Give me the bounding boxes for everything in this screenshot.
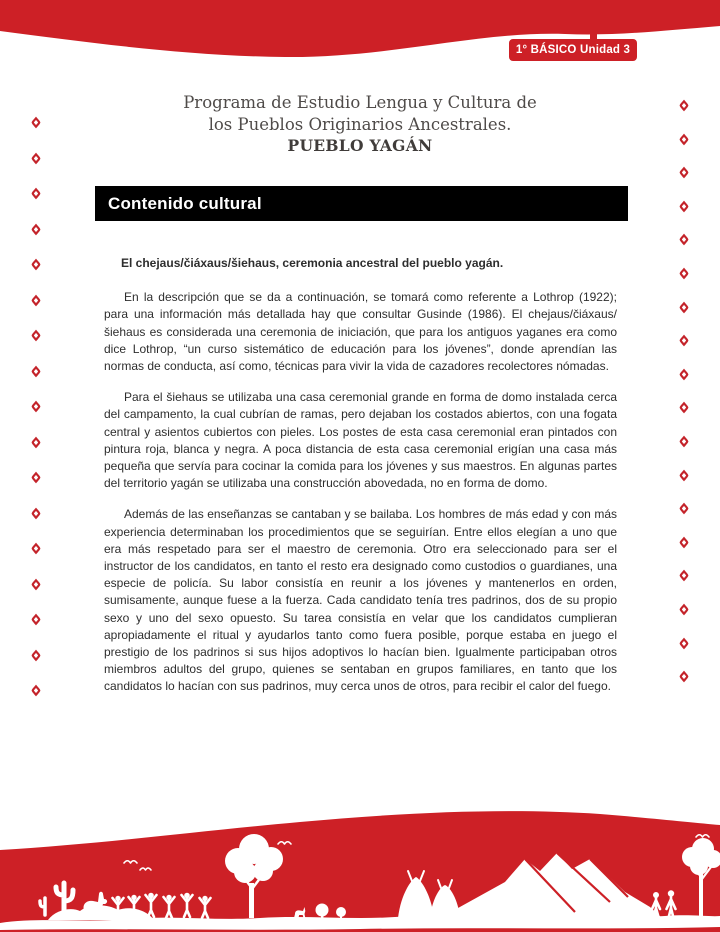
paragraph-3: Además de las enseñanzas se cantaban y se bailaba. Los hombres de más edad y con más experiencia determinaban los procedimientos que se seguirían. Entre ellos elegían a uno que era más respetado para ser el maestro de ceremonia. Otro era seleccionado para ser el instructor de los candidatos, en tanto el resto era designado como custodios o guardianes, una especie de policía. Su labor consistía en reunir a los jóvenes y mantenerlos en orden, sumisamente, aunque fuese a la fuerza. Cada candidato tenía tres padrinos, dos de su propio sexo y uno del sexo opuesto. Su tarea consistía en velar que los candidatos cumplieran apropiadamente el ritual y ayudarlos tanto como fuera posible, porque estaba en juego el prestigio de los padrinos si sus hijos adoptivos lo hacían bien. Igualmente participaban otros miembros adultos del grupo, quienes se sentaban en grupos familiares, en tanto que los candidatos lo hacían con sus padrinos, muy cerca unos de otros, para recibir el calor del fuego. [104, 507, 617, 694]
paragraph-2: Para el šiehaus se utilizaba una casa ceremonial grande en forma de domo instalada cerca del campamento, la cual cubrían de ramas, pero dejaban los costados abiertos, con una fogata central y asientos cubiertos con pieles. Los postes de esta casa ceremonial eran pintados con pintura roja, blanca y negra. A poca distancia de esta casa ceremonial erigían una casa más pequeña que servía para cocinar la comida para los jóvenes y sus maestros. En algunas partes del territorio yagán se utilizaba una construcción abovedada, no en forma de domo. [104, 390, 617, 491]
diamond-bullet-icon [31, 400, 41, 413]
section-header-label: Contenido cultural [108, 193, 262, 213]
diamond-bullet-icon [31, 578, 41, 591]
diamond-bullet-icon [679, 401, 689, 414]
diamond-bullet-icon [31, 187, 41, 200]
left-ornament-column [31, 0, 41, 932]
footer-illustration [0, 797, 720, 932]
diamond-bullet-icon [31, 542, 41, 555]
section-header-bar [95, 186, 628, 221]
diamond-bullet-icon [679, 267, 689, 280]
diamond-bullet-icon [31, 649, 41, 662]
diamond-bullet-icon [31, 294, 41, 307]
diamond-bullet-icon [679, 637, 689, 650]
diamond-bullet-icon [679, 536, 689, 549]
diamond-bullet-icon [679, 603, 689, 616]
title-line-3: PUEBLO YAGÁN [287, 136, 433, 155]
diamond-bullet-icon [31, 258, 41, 271]
diamond-bullet-icon [31, 613, 41, 626]
paragraph-1: En la descripción que se da a continuación, se tomará como referente a Lothrop (1922); para una información más detallada hay que consultar Gusinde (1986). El chejaus/čiáxaus/šiehaus es considerada una ceremonia de iniciación, que para los antiguos yaganes era como dice Lothrop, “un curso sistemático de educación para los jóvenes”, donde aprendían las normas de conducta, así como, técnicas para vivir la vida de cazadores recolectores nómadas. [104, 290, 617, 374]
diamond-bullet-icon [31, 684, 41, 697]
diamond-bullet-icon [679, 502, 689, 515]
title-line-2: los Pueblos Originarios Ancestrales. [208, 114, 512, 134]
diamond-bullet-icon [31, 507, 41, 520]
diamond-bullet-icon [679, 670, 689, 683]
content-subtitle: El chejaus/čiáxaus/šiehaus, ceremonia ancestral del pueblo yagán. [121, 256, 504, 270]
diamond-bullet-icon [31, 329, 41, 342]
diamond-bullet-icon [679, 368, 689, 381]
right-ornament-column [679, 0, 689, 932]
diamond-bullet-icon [679, 99, 689, 112]
diamond-bullet-icon [31, 365, 41, 378]
diamond-bullet-icon [679, 569, 689, 582]
diamond-bullet-icon [679, 133, 689, 146]
diamond-bullet-icon [31, 116, 41, 129]
diamond-bullet-icon [31, 223, 41, 236]
diamond-bullet-icon [679, 200, 689, 213]
diamond-bullet-icon [31, 436, 41, 449]
body-text [104, 255, 617, 710]
unit-badge: 1° BÁSICO Unidad 3 [509, 39, 637, 61]
diamond-bullet-icon [679, 469, 689, 482]
diamond-bullet-icon [31, 471, 41, 484]
diamond-bullet-icon [31, 152, 41, 165]
diamond-bullet-icon [679, 233, 689, 246]
document-title [0, 92, 720, 157]
diamond-bullet-icon [679, 301, 689, 314]
diamond-bullet-icon [679, 334, 689, 347]
title-line-1: Programa de Estudio Lengua y Cultura de [183, 93, 537, 112]
diamond-bullet-icon [679, 435, 689, 448]
diamond-bullet-icon [679, 166, 689, 179]
